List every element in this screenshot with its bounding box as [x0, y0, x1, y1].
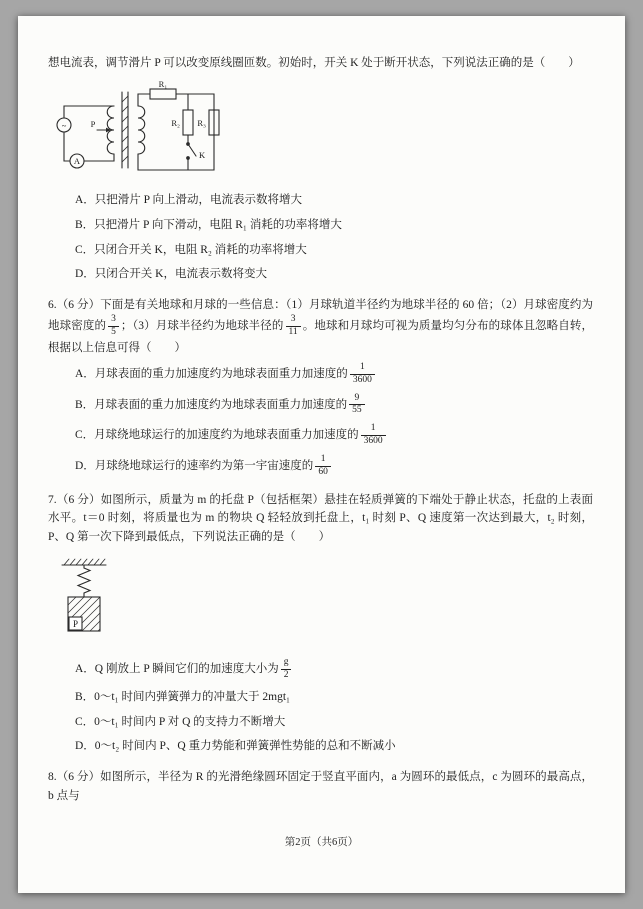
q6-options: [75, 359, 593, 482]
question-8-text: 8.（6 分）如图所示，半径为 R 的光滑绝缘圆环固定于竖直平面内，a 为圆环的最低点，c 为圆环的最高点，b 点与: [48, 770, 593, 802]
question-6-text: [48, 296, 593, 358]
option-text: C．0～t₁ 时间内 P 对 Q 的支持力不断增大: [75, 715, 286, 728]
switch-k: [188, 144, 196, 156]
q6-text-mid: ；（3）月球半径约为地球半径的: [120, 320, 284, 333]
ammeter-label: A: [73, 155, 81, 166]
circuit-figure: [52, 80, 593, 187]
option-row: [75, 420, 593, 451]
option-text: A．Q 刚放上 P 瞬间它们的加速度大小为: [75, 663, 279, 676]
option-text: B．只把滑片 P 向下滑动，电阻 R₁ 消耗的功率将增大: [75, 218, 342, 231]
q6-text-post: 。地球和月球均可视为质量均匀分布的球体且忽略自转，根据以上信息可得（ ）: [48, 320, 594, 355]
r1-label: R₁: [158, 79, 168, 89]
resistor-r2: [183, 110, 193, 135]
page-content: [18, 16, 625, 893]
option-row: [75, 390, 593, 421]
option-row: [75, 451, 593, 482]
fraction: $\frac{g}{2}$: [281, 657, 292, 682]
option-row: [75, 654, 593, 685]
option-text: D．只闭合开关 K，电流表示数将变大: [75, 268, 267, 281]
option-row: [75, 359, 593, 390]
switch-label: K: [199, 149, 206, 160]
question-5-text: 想电流表，调节滑片 P 可以改变原线圈匝数。初始时，开关 K 处于断开状态，下列说法正确的是（ ）: [48, 57, 580, 69]
option-row: [75, 710, 593, 735]
option-text: C．只闭合开关 K，电阻 R₂ 消耗的功率将增大: [75, 243, 307, 256]
option-text: A．只把滑片 P 向上滑动，电流表示数将增大: [75, 194, 303, 207]
fraction: $\frac{3}{11}$: [286, 314, 301, 339]
option-row: [75, 262, 593, 287]
q7-options: [75, 654, 593, 759]
option-row: [75, 188, 593, 213]
page-footer: 第2页（共6页）: [284, 837, 359, 848]
ceiling-hatch: [64, 559, 105, 565]
option-row: [75, 734, 593, 759]
spring: [78, 565, 90, 597]
spring-mass-diagram: [52, 554, 116, 646]
r3-label: R₃: [197, 117, 206, 128]
scanned-exam-page: [18, 16, 625, 893]
fraction: $\frac{9}{55}$: [349, 393, 365, 418]
slider-label: P: [90, 118, 96, 129]
q5-options: [75, 188, 593, 287]
secondary-coil: [138, 106, 145, 154]
core-hatch: [122, 96, 128, 162]
option-row: [75, 685, 593, 710]
option-text: B．月球表面的重力加速度约为地球表面重力加速度的: [75, 398, 348, 411]
r2-label: R₂: [171, 117, 180, 128]
fraction: $\frac{1}{3600}$: [350, 362, 375, 387]
option-row: [75, 238, 593, 263]
option-text: B．0～t₁ 时间内弹簧弹力的冲量大于 2mgt₁: [75, 691, 291, 703]
spring-figure: [52, 554, 593, 653]
option-text: D．月球绕地球运行的速率约为第一宇宙速度的: [75, 460, 314, 473]
option-text: A．月球表面的重力加速度约为地球表面重力加速度的: [75, 367, 348, 380]
question-7-text: 7.（6 分）如图所示，质量为 m 的托盘 P（包括框架）悬挂在轻质弹簧的下端处于静止状态，托盘的上表面水平。t＝0 时刻，将质量也为 m 的物块 Q 轻轻放到托盘上，t₁ 时刻 P、Q 速度第一次达到最大，t₂ 时刻，P、Q 第一次下降到最低点，下列说法正确的是（ ）: [48, 493, 593, 543]
option-row: [75, 213, 593, 238]
circuit-diagram: [52, 80, 228, 180]
resistor-r1: [150, 89, 176, 99]
option-text: D．0～t₂ 时间内 P、Q 重力势能和弹簧弹性势能的总和不断减小: [75, 740, 396, 753]
tray-label: P: [72, 618, 79, 629]
primary-wires: [61, 106, 114, 161]
option-text: C．月球绕地球运行的加速度约为地球表面重力加速度的: [75, 429, 359, 442]
fraction: $\frac{1}{60}$: [315, 454, 331, 479]
fraction: $\frac{3}{5}$: [108, 314, 119, 339]
q6-text-pre: 6.（6 分）下面是有关地球和月球的一些信息：（1）月球轨道半径约为地球半径的 60 倍；（2）月球密度约为地球密度的: [48, 298, 593, 333]
fraction: $\frac{1}{3600}$: [361, 423, 386, 448]
ac-source-label: ~: [61, 120, 67, 131]
